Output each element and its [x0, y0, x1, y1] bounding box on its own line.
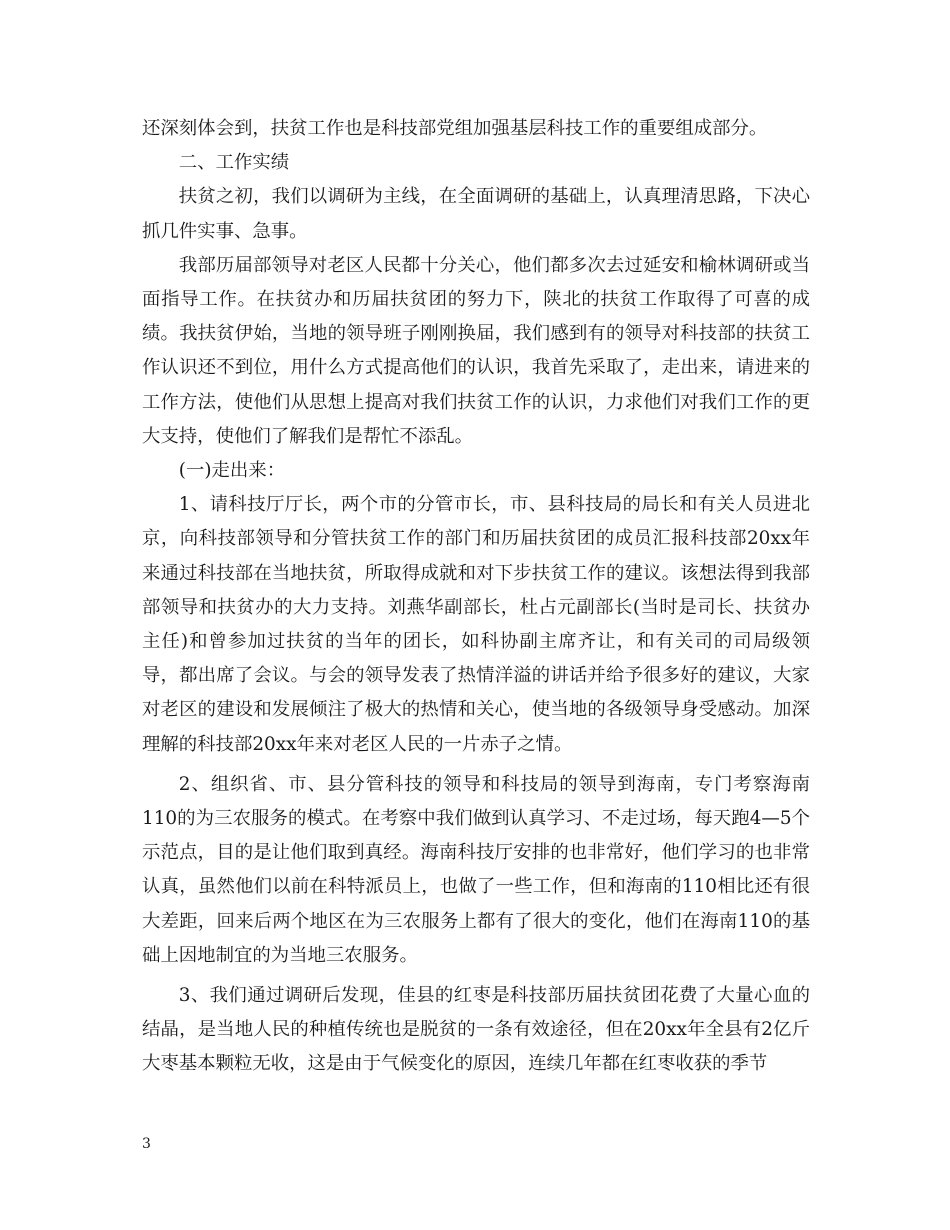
paragraph-continuation: 还深刻体会到，扶贫工作也是科技部党组加强基层科技工作的重要组成部分。 — [142, 118, 768, 139]
page-number: 3 — [142, 1136, 151, 1152]
paragraph: 我部历届部领导对老区人民都十分关心，他们都多次去过延安和榆林调研或当面指导工作。在扶贫办和历届扶贫团的努力下，陕北的扶贫工作取得了可喜的成绩。我扶贫伊始，当地的领导班子刚刚换届，我们感到有的领导对科技部的扶贫工作认识还不到位，用什么方式提高他们的认识，我首先采取了，走出来，请进来的工作方法，使他们从思想上提高对我们扶贫工作的认识，力求他们对我们工作的更大支持，使他们了解我们是帮忙不添乱。 — [142, 254, 810, 447]
section-heading: 二、工作实绩 — [178, 152, 290, 174]
paragraph: 3、我们通过调研后发现，佳县的红枣是科技部历届扶贫团花费了大量心血的结晶，是当地人民的种植传统也是脱贫的一条有效途径，但在20xx年全县有2亿斤大枣基本颗粒无收，这是由于气候变化的原因，连续几年都在红枣收获的季节 — [142, 985, 810, 1075]
paragraph: 1、请科技厅厅长，两个市的分管市长，市、县科技局的局长和有关人员进北京，向科技部领导和分管扶贫工作的部门和历届扶贫团的成员汇报科技部20xx年来通过科技部在当地扶贫，所取得成就和对下步扶贫工作的建议。该想法得到我部部领导和扶贫办的大力支持。刘燕华副部长，杜占元副部长(当时是司长、扶贫办主任)和曾参加过扶贫的当年的团长，如科协副主席齐让，和有关司的司局级领导，都出席了会议。与会的领导发表了热情洋溢的讲话并给予很多好的建议，大家对老区的建设和发展倾注了极大的热情和关心，使当地的各级领导身受感动。加深理解的科技部20xx年来对老区人民的一片赤子之情。 — [142, 494, 810, 755]
paragraph: 2、组织省、市、县分管科技的领导和科技局的领导到海南，专门考察海南110的为三农服务的模式。在考察中我们做到认真学习、不走过场，每天跑4—5个示范点，目的是让他们取到真经。海南科技厅安排的也非常好，他们学习的也非常认真，虽然他们以前在科特派员上，也做了一些工作，但和海南的110相比还有很大差距，回来后两个地区在为三农服务上都有了很大的变化，他们在海南110的基础上因地制宜的为当地三农服务。 — [142, 773, 810, 966]
subsection-heading: (一)走出来： — [178, 460, 286, 482]
body-text — [142, 112, 810, 1082]
paragraph: 扶贫之初，我们以调研为主线，在全面调研的基础上，认真理清思路，下决心抓几件实事、急事。 — [142, 186, 810, 242]
